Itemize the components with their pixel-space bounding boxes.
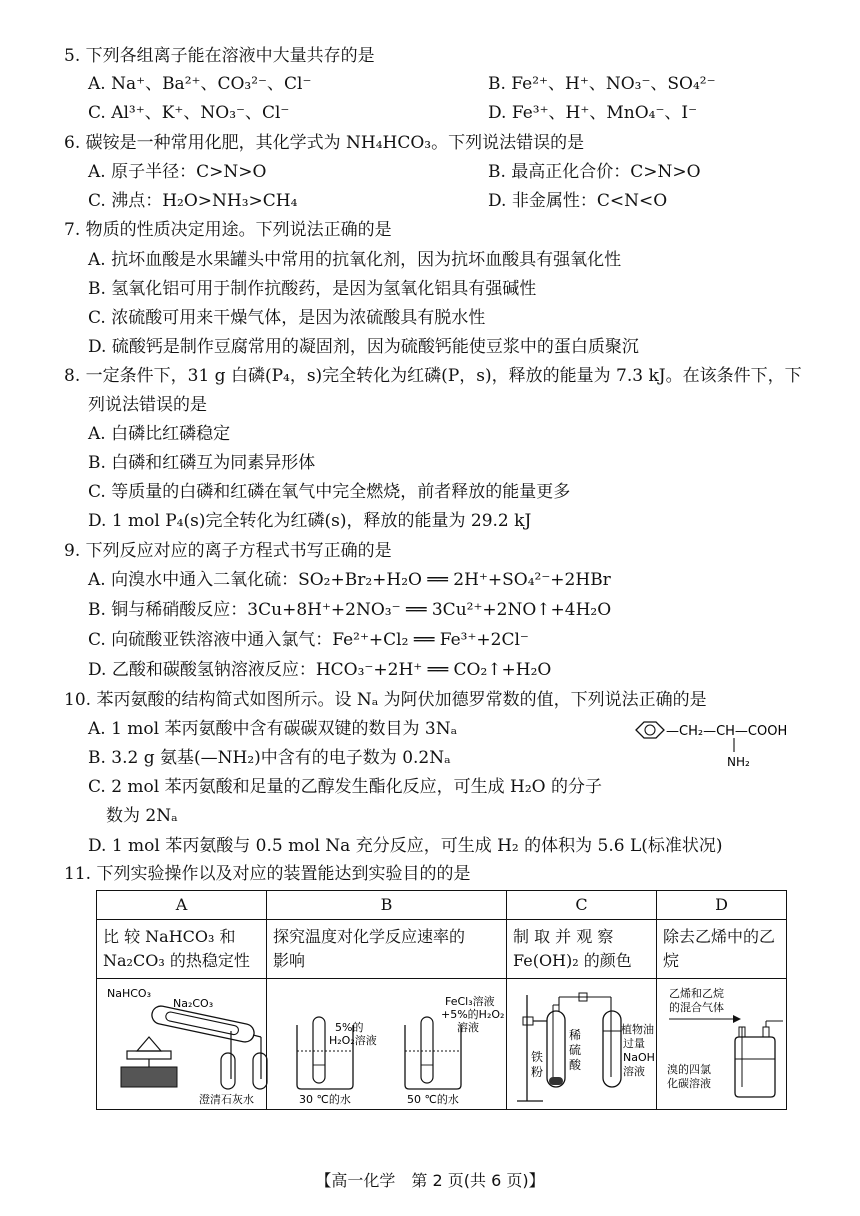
q9-option-b: B. 铜与稀硝酸反应：3Cu+8H⁺+2NO₃⁻ ══ 3Cu²⁺+2NO↑+4H₂O [88, 600, 612, 620]
structure-chain-label: —CH₂—CH—COOH [666, 724, 788, 739]
purpose-c-line1: 制 取 并 观 察 [513, 927, 614, 946]
b-water-50-label: 50 ℃的水 [407, 1093, 459, 1106]
table-header-row [97, 891, 787, 920]
q7-option-a: A. 抗坏血酸是水果罐头中常用的抗氧化剂，因为抗坏血酸具有强氧化性 [88, 250, 622, 270]
q5-option-c: C. Al³⁺、K⁺、NO₃⁻、Cl⁻ [88, 103, 290, 123]
header-c: C [507, 891, 657, 920]
purpose-b-line1: 探究温度对化学反应速率的 [273, 927, 466, 946]
q8-stem-continued: 列说法错误的是 [88, 395, 207, 415]
table-apparatus-row [97, 979, 787, 1110]
c-acid-label-3: 酸 [569, 1058, 582, 1072]
apparatus-d [657, 979, 787, 1110]
q8-option-c: C. 等质量的白磷和红磷在氧气中完全燃烧，前者释放的能量更多 [88, 482, 571, 502]
q10-option-d: D. 1 mol 苯丙氨酸与 0.5 mol Na 充分反应，可生成 H₂ 的体积为 5.6 L(标准状况) [88, 836, 723, 856]
c-iron-label-2: 粉 [531, 1065, 544, 1079]
c-acid-label-2: 硫 [569, 1043, 582, 1057]
c-iron-label-1: 铁 [531, 1050, 544, 1064]
header-a: A [97, 891, 267, 920]
b-right-label-1: FeCl₃溶液 [445, 995, 495, 1008]
b-left-label-1: 5%的 [335, 1021, 364, 1034]
apparatus-d-drawing [663, 981, 793, 1107]
q6-option-a: A. 原子半径：C>N>O [88, 162, 267, 182]
d-solution-label-1: 溴的四氯 [667, 1063, 711, 1076]
c-excess-label: 过量 [623, 1037, 645, 1050]
b-right-label-3: 溶液 [457, 1021, 479, 1034]
q9-option-a: A. 向溴水中通入二氧化硫：SO₂+Br₂+H₂O ══ 2H⁺+SO₄²⁻+2HBr [88, 570, 611, 590]
q5-option-b: B. Fe²⁺、H⁺、NO₃⁻、SO₄²⁻ [488, 74, 716, 94]
q10-option-c-continued: 数为 2Nₐ [106, 806, 178, 826]
apparatus-a-drawing [103, 981, 273, 1107]
q7-option-c: C. 浓硫酸可用来干燥气体，是因为浓硫酸具有脱水性 [88, 308, 486, 328]
q6-stem: 6. 碳铵是一种常用化肥，其化学式为 NH₄HCO₃。下列说法错误的是 [64, 133, 585, 153]
structure-nh2-label: NH₂ [727, 755, 750, 769]
q7-option-b: B. 氢氧化铝可用于制作抗酸药，是因为氢氧化铝具有强碱性 [88, 279, 537, 299]
c-acid-label-1: 稀 [569, 1028, 582, 1042]
purpose-d: 除去乙烯中的乙烷 [657, 920, 787, 979]
purpose-a-line2: Na₂CO₃ 的热稳定性 [103, 951, 250, 970]
table-purpose-row [97, 920, 787, 979]
b-left-label-2: H₂O₂溶液 [329, 1034, 377, 1047]
q7-stem: 7. 物质的性质决定用途。下列说法正确的是 [64, 220, 392, 240]
q7-option-d: D. 硫酸钙是制作豆腐常用的凝固剂，因为硫酸钙能使豆浆中的蛋白质聚沉 [88, 337, 639, 357]
na2co3-label: Na₂CO₃ [173, 997, 214, 1010]
c-naoh-label: NaOH [623, 1051, 655, 1064]
b-water-30-label: 30 ℃的水 [299, 1093, 351, 1106]
q8-option-a: A. 白磷比红磷稳定 [88, 424, 231, 444]
q8-option-b: B. 白磷和红磷互为同素异形体 [88, 453, 316, 473]
q5-option-d: D. Fe³⁺、H⁺、MnO₄⁻、I⁻ [488, 103, 698, 123]
q10-option-a: A. 1 mol 苯丙氨酸中含有碳碳双键的数目为 3Nₐ [88, 719, 458, 739]
q9-option-d: D. 乙酸和碳酸氢钠溶液反应：HCO₃⁻+2H⁺ ══ CO₂↑+H₂O [88, 660, 552, 680]
q5-stem: 5. 下列各组离子能在溶液中大量共存的是 [64, 46, 375, 66]
apparatus-a [97, 979, 267, 1110]
q6-option-d: D. 非金属性：C<N<O [488, 191, 668, 211]
phenylalanine-structure [630, 718, 830, 778]
q6-option-c: C. 沸点：H₂O>NH₃>CH₄ [88, 191, 298, 211]
purpose-c [507, 920, 657, 979]
q11-stem: 11. 下列实验操作以及对应的装置能达到实验目的的是 [64, 864, 471, 884]
q10-option-c: C. 2 mol 苯丙氨酸和足量的乙醇发生酯化反应，可生成 H₂O 的分子 [88, 777, 603, 797]
nahco3-label: NaHCO₃ [107, 987, 151, 1000]
header-b: B [267, 891, 507, 920]
c-oil-label: 植物油 [621, 1023, 654, 1036]
page-footer: 【高一化学 第 2 页(共 6 页)】 [315, 1171, 545, 1190]
q8-stem: 8. 一定条件下，31 g 白磷(P₄，s)完全转化为红磷(P，s)，释放的能量为 7.3 kJ。在该条件下，下 [64, 366, 802, 386]
header-d: D [657, 891, 787, 920]
c-solution-label: 溶液 [623, 1065, 645, 1078]
q5-option-a: A. Na⁺、Ba²⁺、CO₃²⁻、Cl⁻ [88, 74, 312, 94]
purpose-b-line2: 影响 [273, 951, 306, 970]
purpose-a-line1: 比 较 NaHCO₃ 和 [103, 927, 236, 946]
q10-option-b: B. 3.2 g 氨基(—NH₂)中含有的电子数为 0.2Nₐ [88, 748, 451, 768]
d-gas-label-2: 的混合气体 [669, 1001, 724, 1014]
q10-stem: 10. 苯丙氨酸的结构简式如图所示。设 Nₐ 为阿伏加德罗常数的值，下列说法正确的是 [64, 690, 707, 710]
apparatus-b-drawing [273, 981, 513, 1107]
q9-stem: 9. 下列反应对应的离子方程式书写正确的是 [64, 541, 392, 561]
q6-option-b: B. 最高正化合价：C>N>O [488, 162, 701, 182]
experiment-table [96, 890, 787, 1110]
purpose-c-line2: Fe(OH)₂ 的颜色 [513, 951, 632, 970]
q9-option-c: C. 向硫酸亚铁溶液中通入氯气：Fe²⁺+Cl₂ ══ Fe³⁺+2Cl⁻ [88, 630, 529, 650]
d-solution-label-2: 化碳溶液 [667, 1077, 711, 1090]
apparatus-c [507, 979, 657, 1110]
limewater-label: 澄清石灰水 [199, 1093, 254, 1106]
d-gas-label-1: 乙烯和乙烷 [669, 987, 724, 1000]
q8-option-d: D. 1 mol P₄(s)完全转化为红磷(s)，释放的能量为 29.2 kJ [88, 511, 532, 531]
apparatus-b [267, 979, 507, 1110]
purpose-b [267, 920, 507, 979]
apparatus-c-drawing [513, 981, 663, 1107]
purpose-a [97, 920, 267, 979]
b-right-label-2: +5%的H₂O₂ [441, 1008, 505, 1021]
